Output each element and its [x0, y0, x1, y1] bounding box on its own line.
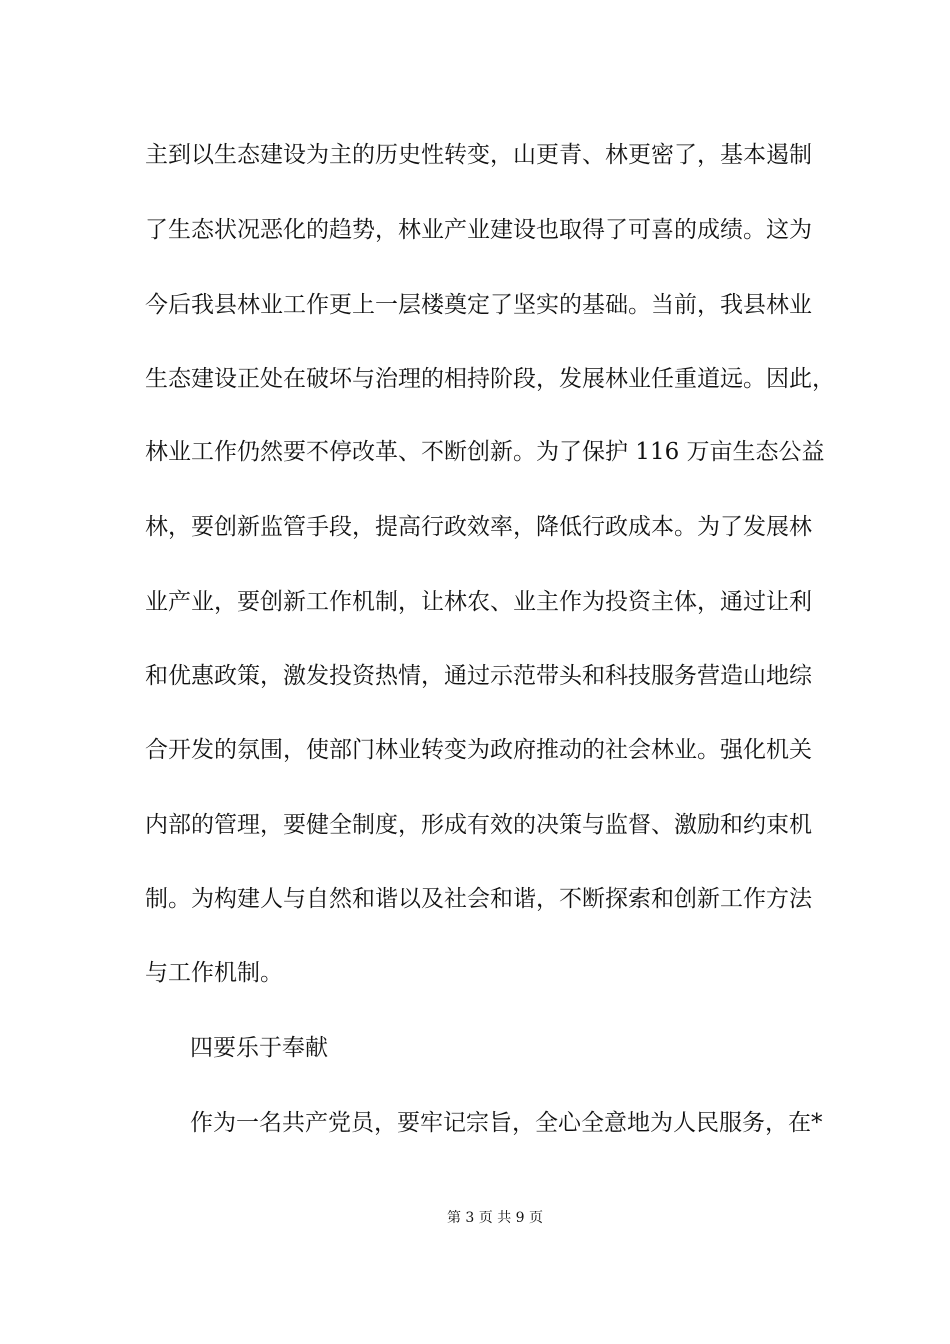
- paragraph-line: 合开发的氛围，使部门林业转变为政府推动的社会林业。强化机关: [145, 737, 812, 763]
- page-number-footer: 第 3 页 共 9 页: [446, 1210, 544, 1226]
- paragraph-line: 内部的管理，要健全制度，形成有效的决策与监督、激励和约束机: [145, 812, 812, 838]
- paragraph-line: 制。为构建人与自然和谐以及社会和谐，不断探索和创新工作方法: [145, 886, 812, 912]
- paragraph-line: 业产业，要创新工作机制，让林农、业主作为投资主体，通过让利: [145, 589, 812, 615]
- paragraph-line: 和优惠政策，激发投资热情，通过示范带头和科技服务营造山地综: [145, 663, 812, 689]
- paragraph-line: 林业工作仍然要不停改革、不断创新。为了保护 116 万亩生态公益: [145, 439, 825, 465]
- paragraph-line: 了生态状况恶化的趋势，林业产业建设也取得了可喜的成绩。这为: [145, 217, 812, 243]
- paragraph-line: 主到以生态建设为主的历史性转变，山更青、林更密了，基本遏制: [145, 142, 812, 168]
- paragraph-line: 生态建设正处在破坏与治理的相持阶段，发展林业任重道远。因此，: [145, 366, 835, 392]
- paragraph-line: 作为一名共产党员，要牢记宗旨，全心全意地为人民服务，在*: [190, 1110, 823, 1136]
- paragraph-line: 与工作机制。: [145, 960, 283, 986]
- section-heading: 四要乐于奉献: [190, 1035, 328, 1061]
- paragraph-line: 林，要创新监管手段，提高行政效率，降低行政成本。为了发展林: [145, 514, 812, 540]
- paragraph-line: 今后我县林业工作更上一层楼奠定了坚实的基础。当前，我县林业: [145, 292, 812, 318]
